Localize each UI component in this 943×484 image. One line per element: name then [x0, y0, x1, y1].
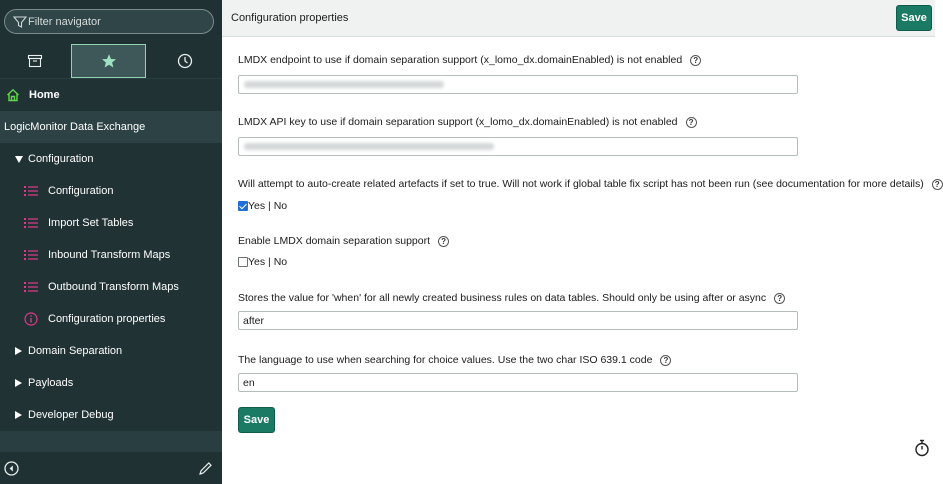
form-header: [222, 0, 935, 37]
help-icon[interactable]: ?: [932, 179, 943, 190]
caret-right-icon: [15, 411, 22, 419]
help-icon[interactable]: ?: [660, 355, 671, 366]
collapse-navigator-icon[interactable]: [4, 461, 19, 476]
section-label: Domain Separation: [28, 345, 123, 357]
nav-section-domain-separation[interactable]: [0, 335, 222, 367]
module-label: Import Set Tables: [48, 217, 134, 229]
nav-module-inbound-transform-maps[interactable]: [0, 239, 222, 271]
section-label: Developer Debug: [28, 409, 114, 421]
property-label-domain-separation: [238, 235, 449, 247]
language-input[interactable]: [238, 373, 798, 392]
filter-navigator-input[interactable]: [28, 13, 208, 30]
archive-icon: [27, 54, 43, 68]
property-label-api-key: [238, 116, 697, 128]
list-icon: [24, 249, 38, 261]
section-label: Payloads: [28, 377, 74, 389]
sidebar-footer: [0, 452, 222, 484]
filter-bar: [0, 0, 222, 44]
navigator-sidebar: [0, 0, 222, 484]
help-icon[interactable]: ?: [690, 55, 701, 66]
filter-icon: [13, 15, 27, 29]
property-label-text: The language to use when searching for choice values. Use the two char ISO 639.1 code: [238, 354, 653, 366]
nav-section-payloads[interactable]: [0, 367, 222, 399]
nav-section-developer-debug[interactable]: [0, 399, 222, 431]
nav-app-logicmonitor-data-exchange[interactable]: [0, 111, 222, 143]
filter-input-box[interactable]: [4, 9, 214, 34]
info-icon: [24, 312, 38, 326]
tab-history[interactable]: [147, 44, 222, 78]
domain-separation-choice: [238, 256, 287, 268]
property-label-text: LMDX endpoint to use if domain separation support (x_lomo_dx.domainEnabled) is not enabled: [238, 54, 683, 66]
header-save-button[interactable]: Save: [896, 5, 932, 31]
property-label-text: LMDX API key to use if domain separation support (x_lomo_dx.domainEnabled) is not enabled: [238, 116, 678, 128]
caret-down-icon: [15, 156, 23, 163]
nav-module-configuration-properties[interactable]: [0, 303, 222, 335]
app-label: LogicMonitor Data Exchange: [4, 121, 146, 133]
main-content: [222, 0, 940, 484]
help-icon[interactable]: ?: [686, 117, 697, 128]
nav-section-configuration[interactable]: [0, 143, 222, 175]
timer-icon[interactable]: [914, 439, 930, 457]
list-icon: [24, 217, 38, 229]
nav-home-label: Home: [29, 89, 60, 101]
module-label: Inbound Transform Maps: [48, 249, 171, 261]
nav-module-outbound-transform-maps[interactable]: [0, 271, 222, 303]
property-label-language: [238, 354, 671, 366]
yes-no-text: Yes | No: [248, 200, 288, 212]
nav-module-import-set-tables[interactable]: [0, 207, 222, 239]
property-label-text: Enable LMDX domain separation support: [238, 235, 431, 247]
list-icon: [24, 185, 38, 197]
auto-create-checkbox[interactable]: [238, 201, 248, 211]
home-icon: [6, 88, 20, 102]
property-label-text: Stores the value for 'when' for all newly created business rules on data tables. Should only be using after or async: [238, 292, 767, 304]
tab-favorites[interactable]: [71, 44, 146, 78]
module-label: Outbound Transform Maps: [48, 281, 179, 293]
property-label-endpoint: [238, 54, 701, 66]
navigator-tabs: [0, 44, 222, 78]
property-label-text: Will attempt to auto-create related artefacts if set to true. Will not work if global table fix script has not been run (see documentation for more details): [238, 178, 924, 190]
yes-no-text: Yes | No: [248, 256, 288, 268]
clock-icon: [177, 53, 193, 69]
nav-home[interactable]: [0, 79, 222, 111]
star-icon: [101, 53, 117, 69]
edit-pencil-icon[interactable]: [198, 461, 213, 476]
module-label: Configuration: [48, 185, 114, 197]
page-title: Configuration properties: [231, 12, 349, 24]
property-label-when: [238, 292, 785, 304]
masked-value: [244, 143, 494, 150]
help-icon[interactable]: ?: [438, 236, 449, 247]
help-icon[interactable]: ?: [774, 293, 785, 304]
auto-create-choice: [238, 200, 287, 212]
section-label: Configuration: [28, 153, 94, 165]
domain-separation-checkbox[interactable]: [238, 257, 248, 267]
form-save-button[interactable]: Save: [238, 407, 275, 433]
masked-value: [244, 81, 444, 88]
caret-right-icon: [15, 379, 22, 387]
caret-right-icon: [15, 347, 22, 355]
module-label: Configuration properties: [48, 313, 166, 325]
list-icon: [24, 281, 38, 293]
nav-module-configuration[interactable]: [0, 175, 222, 207]
when-input[interactable]: [238, 311, 798, 330]
tab-all-applications[interactable]: [0, 44, 70, 78]
property-label-auto-create: [238, 178, 943, 190]
